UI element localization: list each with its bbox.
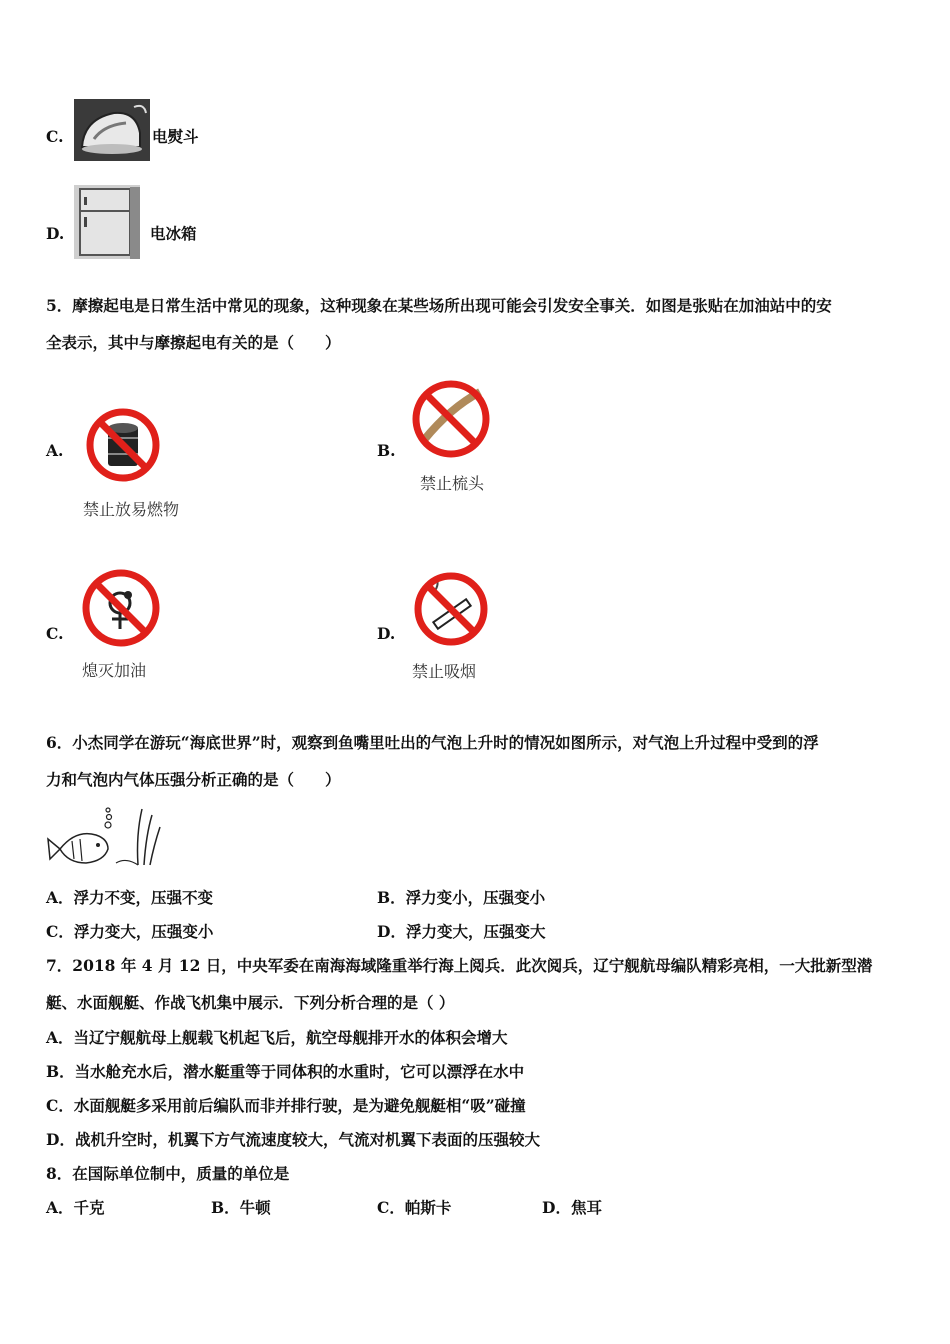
q6-option-d: D．浮力变大，压强变大 (377, 922, 546, 941)
q5-option-b-caption: 禁止梳头 (420, 474, 485, 493)
q6-option-c: C．浮力变大，压强变小 (46, 922, 214, 941)
refrigerator-icon (74, 185, 140, 259)
q4-option-c-letter: C. (46, 127, 64, 146)
iron-icon (74, 99, 150, 161)
no-flammables-sign-icon (84, 406, 162, 484)
q7-option-b: B．当水舱充水后，潜水艇重等于同体积的水重时，它可以漂浮在水中 (46, 1062, 525, 1081)
q4-option-d-text: 电冰箱 (150, 224, 197, 243)
fish-bubbles-figure (46, 805, 164, 869)
q5-option-c-caption: 熄灭加油 (82, 661, 147, 680)
q7-stem-line1: 7．2018 年 4 月 12 日，中央军委在南海海域隆重举行海上阅兵．此次阅兵，辽宁舰航母编队精彩亮相，一大批新型潜 (46, 956, 873, 975)
engine-off-sign-icon (80, 567, 162, 649)
q5-option-d-letter: D. (377, 624, 396, 643)
q5-option-a-caption: 禁止放易燃物 (83, 500, 180, 519)
q6-stem-line1: 6．小杰同学在游玩“海底世界”时，观察到鱼嘴里吐出的气泡上升时的情况如图所示，对气泡上升过程中受到的浮 (46, 733, 819, 752)
q7-option-a: A．当辽宁舰航母上舰载飞机起飞后，航空母舰排开水的体积会增大 (46, 1028, 508, 1047)
q5-option-d-caption: 禁止吸烟 (412, 662, 477, 681)
q5-option-b-letter: B. (377, 441, 396, 460)
q7-stem-line2: 艇、水面舰艇、作战飞机集中展示．下列分析合理的是（ ） (46, 993, 455, 1012)
q4-option-d-letter: D. (46, 224, 65, 243)
q5-stem-line2: 全表示，其中与摩擦起电有关的是（ ） (46, 333, 341, 352)
q7-option-d: D．战机升空时，机翼下方气流速度较大，气流对机翼下表面的压强较大 (46, 1130, 540, 1149)
q6-option-a: A．浮力不变，压强不变 (46, 888, 214, 907)
q5-option-c-letter: C. (46, 624, 64, 643)
no-combing-sign-icon (410, 378, 492, 460)
q8-option-d: D．焦耳 (542, 1198, 602, 1217)
q6-stem-line2: 力和气泡内气体压强分析正确的是（ ） (46, 770, 341, 789)
q8-stem: 8．在国际单位制中，质量的单位是 (46, 1164, 290, 1183)
q4-option-c-text: 电熨斗 (152, 127, 199, 146)
no-smoking-sign-icon (412, 570, 490, 648)
q8-option-b: B．牛顿 (211, 1198, 271, 1217)
q8-option-c: C．帕斯卡 (377, 1198, 452, 1217)
q7-option-c: C．水面舰艇多采用前后编队而非并排行驶，是为避免舰艇相“吸”碰撞 (46, 1096, 526, 1115)
q5-stem-line1: 5．摩擦起电是日常生活中常见的现象，这种现象在某些场所出现可能会引发安全事关．如图是张贴在加油站中的安 (46, 296, 832, 315)
q5-option-a-letter: A. (46, 441, 64, 460)
q8-option-a: A．千克 (46, 1198, 105, 1217)
q6-option-b: B．浮力变小，压强变小 (377, 888, 546, 907)
